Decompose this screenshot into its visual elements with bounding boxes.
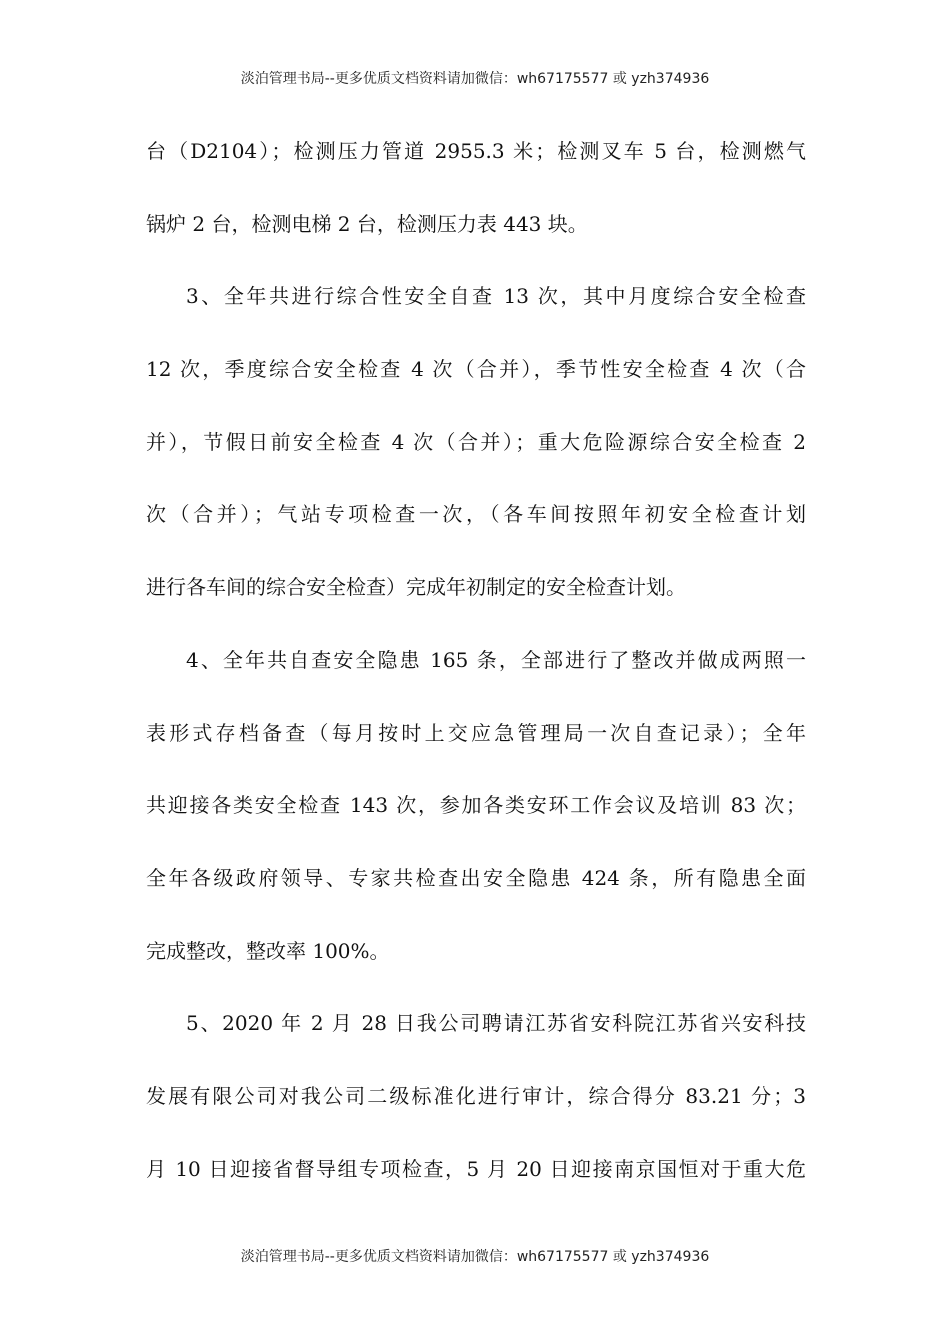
body-line: 表形式存档备查（每月按时上交应急管理局一次自查记录）；全年	[146, 720, 806, 745]
body-line: 全年各级政府领导、专家共检查出安全隐患 424 条，所有隐患全面	[146, 865, 806, 890]
body-line: 3、全年共进行综合性安全自查 13 次，其中月度综合安全检查	[186, 284, 806, 309]
document-body	[146, 128, 806, 1218]
body-line: 4、全年共自查安全隐患 165 条，全部进行了整改并做成两照一	[186, 647, 806, 672]
body-line: 5、2020 年 2 月 28 日我公司聘请江苏省安科院江苏省兴安科技	[186, 1011, 806, 1036]
page-footer: 淡泊管理书局--更多优质文档资料请加微信：wh67175577 或 yzh374936	[240, 1249, 710, 1265]
body-line: 12 次，季度综合安全检查 4 次（合并），季节性安全检查 4 次（合	[146, 357, 806, 382]
body-line: 台（D2104）；检测压力管道 2955.3 米；检测叉车 5 台，检测燃气	[146, 139, 806, 163]
page-header: 淡泊管理书局--更多优质文档资料请加微信：wh67175577 或 yzh374936	[240, 71, 710, 87]
body-line: 锅炉 2 台，检测电梯 2 台，检测压力表 443 块。	[146, 211, 588, 236]
body-line: 并），节假日前安全检查 4 次（合并）；重大危险源综合安全检查 2	[146, 429, 806, 454]
body-line: 共迎接各类安全检查 143 次，参加各类安环工作会议及培训 83 次；	[146, 793, 806, 818]
body-line: 进行各车间的综合安全检查）完成年初制定的安全检查计划。	[146, 575, 686, 600]
body-line: 月 10 日迎接省督导组专项检查，5 月 20 日迎接南京国恒对于重大危	[146, 1156, 806, 1181]
body-line: 次（合并）；气站专项检查一次，（各车间按照年初安全检查计划	[146, 502, 806, 527]
body-line: 发展有限公司对我公司二级标准化进行审计，综合得分 83.21 分；3	[146, 1083, 806, 1108]
body-line: 完成整改，整改率 100%。	[146, 938, 390, 963]
